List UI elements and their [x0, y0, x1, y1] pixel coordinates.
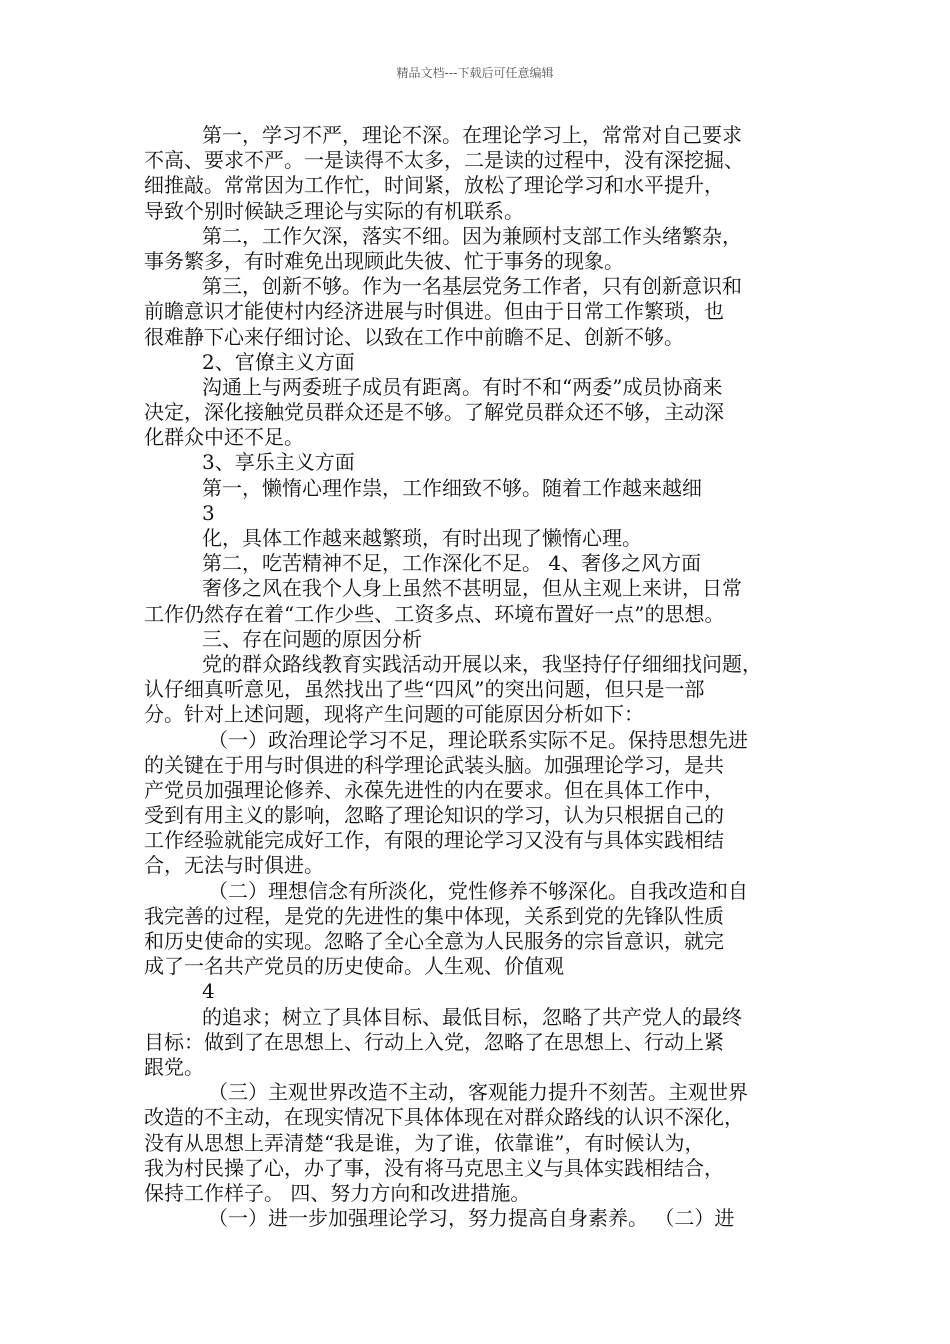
text-line: 我完善的过程，是党的先进性的集中体现，关系到党的先锋队性质 — [144, 903, 724, 928]
text-line: 党的群众路线教育实践活动开展以来，我坚持仔仔细细找问题， — [202, 651, 762, 676]
text-line: 产党员加强理论修养、永葆先进性的内在要求。但在具体工作中， — [144, 777, 724, 802]
text-line: 改造的不主动，在现实情况下具体体现在对群众路线的认识不深化， — [144, 1105, 744, 1130]
text-line: 保持工作样子。 四、努力方向和改进措施。 — [144, 1180, 531, 1205]
text-line: 的追求；树立了具体目标、最低目标，忽略了共产党人的最终 — [202, 1004, 742, 1029]
text-line: 第三，创新不够。作为一名基层党务工作者，只有创新意识和 — [202, 274, 742, 299]
text-line: 受到有用主义的影响，忽略了理论知识的学习，认为只根据自己的 — [144, 803, 724, 828]
text-line: 事务繁多，有时难免出现顾此失彼、忙于事务的现象。 — [144, 248, 624, 273]
text-line: 沟通上与两委班子成员有距离。有时不和“两委”成员协商来 — [202, 374, 723, 399]
text-line: 和历史使命的实现。忽略了全心全意为人民服务的宗旨意识，就完 — [144, 929, 724, 953]
text-line: 很难静下心来仔细讨论、以致在工作中前瞻不足、创新不够。 — [144, 324, 684, 349]
text-line: 第二，吃苦精神不足，工作深化不足。 4、奢侈之风方面 — [202, 551, 702, 576]
text-line: 第一，学习不严，理论不深。在理论学习上，常常对自己要求 — [202, 123, 742, 147]
text-line: （一）政治理论学习不足，理论联系实际不足。保持思想先进 — [208, 727, 748, 752]
text-line: 工作仍然存在着“工作少些、工资多点、环境布置好一点”的思想。 — [144, 601, 725, 626]
text-line: 分。针对上述问题，现将产生问题的可能原因分析如下： — [144, 702, 644, 727]
text-line: （一）进一步加强理论学习，努力提高自身素养。 （二）进 — [208, 1206, 735, 1231]
text-line: 第一，懒惰心理作祟，工作细致不够。随着工作越来越细 — [202, 475, 702, 500]
text-line: 导致个别时候缺乏理论与实际的有机联系。 — [144, 198, 524, 223]
section-heading: 三、存在问题的原因分析 — [202, 626, 422, 651]
text-line: 前瞻意识才能使村内经济进展与时俱进。但由于日常工作繁琐，也 — [144, 299, 724, 324]
text-line: 成了一名共产党员的历史使命。人生观、价值观 — [144, 954, 564, 979]
text-line: 化，具体工作越来越繁琐，有时出现了懒惰心理。 — [202, 526, 642, 550]
text-line: 化群众中还不足。 — [144, 425, 304, 450]
text-line: 目标：做到了在思想上、行动上入党，忽略了在思想上、行动上紧 — [144, 1029, 724, 1054]
text-line: 认仔细真听意见，虽然找出了些“四风”的突出问题，但只是一部 — [144, 677, 705, 702]
text-line: 决定，深化接触党员群众还是不够。了解党员群众还不够，主动深 — [144, 400, 724, 425]
text-line: 合，无法与时俱进。 — [144, 853, 324, 878]
section-heading: 3、享乐主义方面 — [202, 450, 355, 475]
text-line: （三）主观世界改造不主动，客观能力提升不刻苦。主观世界 — [208, 1080, 748, 1105]
text-line: 跟党。 — [144, 1054, 204, 1079]
text-line: （二）理想信念有所淡化，党性修养不够深化。自我改造和自 — [208, 878, 748, 903]
text-line: 第二，工作欠深，落实不细。因为兼顾村支部工作头绪繁杂， — [202, 223, 742, 248]
page-number: 3 — [202, 500, 215, 525]
section-heading: 2、官僚主义方面 — [202, 349, 355, 374]
text-line: 工作经验就能完成好工作，有限的理论学习又没有与具体实践相结 — [144, 828, 724, 853]
text-line: 我为村民操了心，办了事，没有将马克思主义与具体实践相结合， — [144, 1155, 724, 1180]
text-line: 奢侈之风在我个人身上虽然不甚明显，但从主观上来讲，日常 — [202, 576, 742, 601]
text-line: 不高、要求不严。一是读得不太多，二是读的过程中，没有深挖掘、 — [144, 148, 744, 173]
text-line: 的关键在于用与时俱进的科学理论武装头脑。加强理论学习，是共 — [144, 752, 724, 777]
text-line: 细推敲。常常因为工作忙，时间紧，放松了理论学习和水平提升， — [144, 173, 724, 198]
page-number: 4 — [202, 979, 215, 1004]
document-body — [144, 123, 814, 1231]
text-line: 没有从思想上弄清楚“我是谁，为了谁，依靠谁”，有时候认为， — [144, 1130, 705, 1155]
page-header: 精品文档---下载后可任意编辑 — [396, 66, 554, 80]
